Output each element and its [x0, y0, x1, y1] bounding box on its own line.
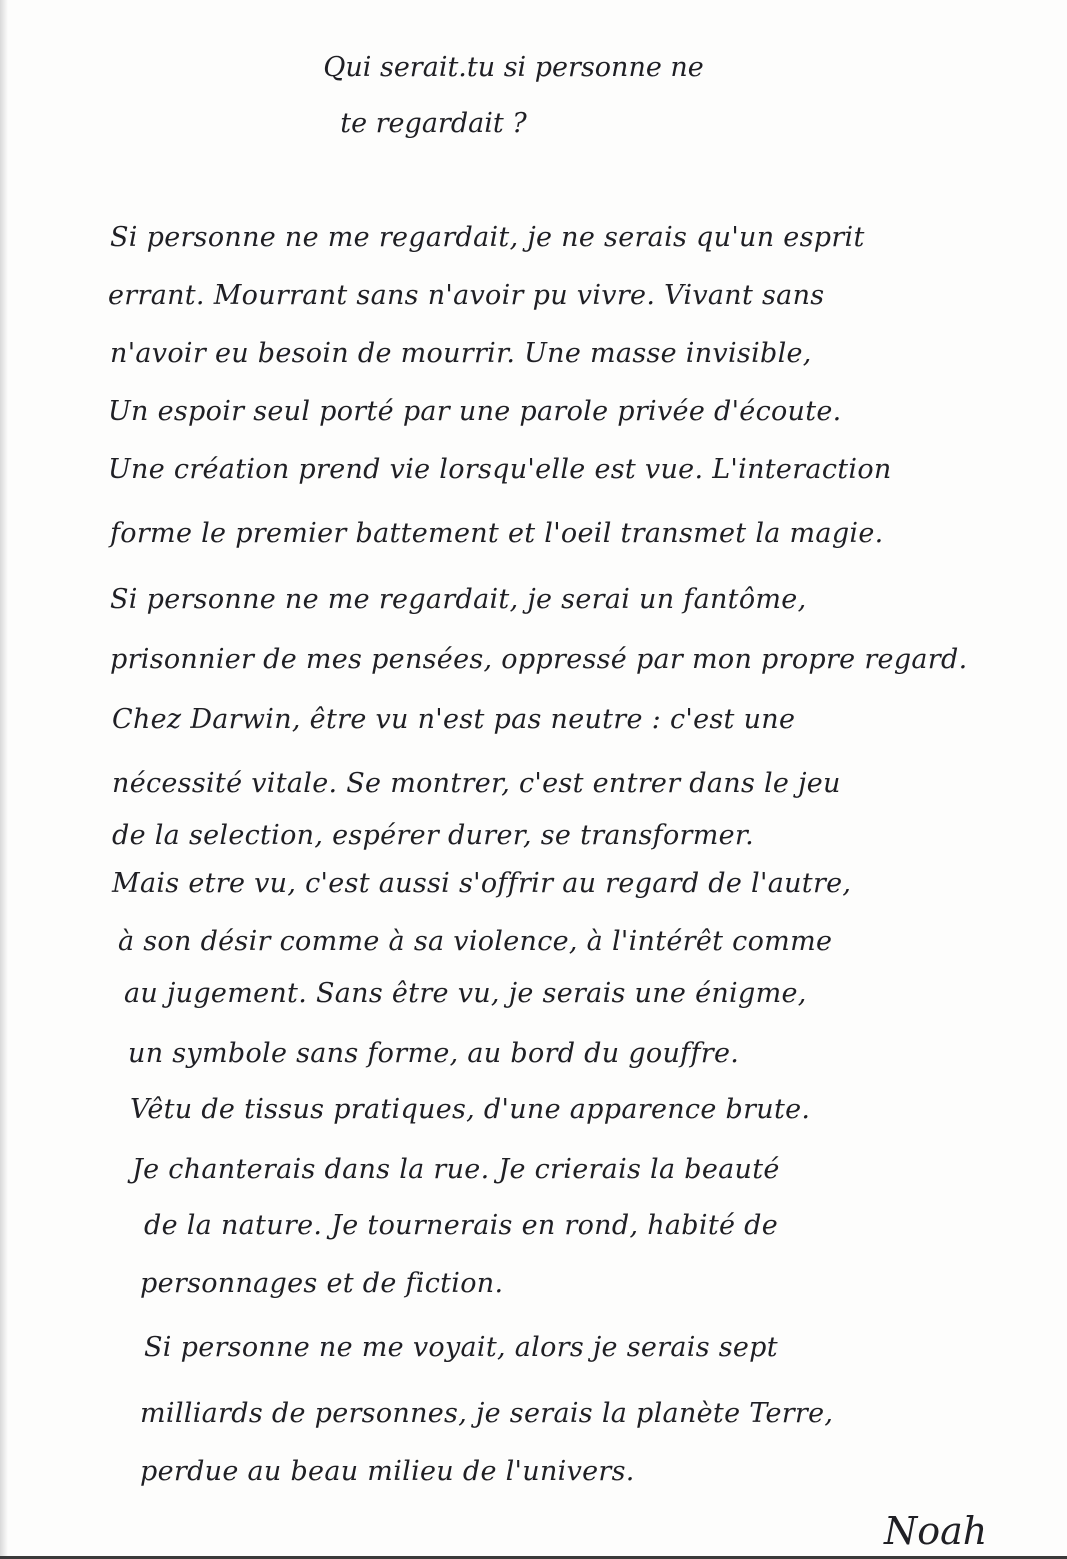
body-line-21: milliards de personnes, je serais la planète Terre,: [140, 1398, 834, 1429]
title-line-1: Qui serait.tu si personne ne: [323, 52, 704, 83]
body-line-18: de la nature. Je tournerais en rond, habité de: [144, 1210, 778, 1241]
body-line-12: Mais etre vu, c'est aussi s'offrir au regard de l'autre,: [112, 868, 852, 899]
body-line-16: Vêtu de tissus pratiques, d'une apparence brute.: [130, 1094, 811, 1125]
body-line-15: un symbole sans forme, au bord du gouffre.: [128, 1038, 740, 1069]
body-line-7: Si personne ne me regardait, je serai un fantôme,: [110, 584, 807, 615]
body-line-9: Chez Darwin, être vu n'est pas neutre : c'est une: [112, 704, 796, 735]
body-line-10: nécessité vitale. Se montrer, c'est entrer dans le jeu: [112, 768, 841, 799]
body-line-3: n'avoir eu besoin de mourrir. Une masse invisible,: [110, 338, 812, 369]
body-line-6: forme le premier battement et l'oeil transmet la magie.: [110, 518, 884, 549]
body-line-11: de la selection, espérer durer, se transformer.: [112, 820, 755, 851]
body-line-20: Si personne ne me voyait, alors je serais sept: [144, 1332, 778, 1363]
title-line-2: te regardait ?: [340, 108, 527, 139]
signature: Noah: [884, 1509, 988, 1553]
body-line-22: perdue au beau milieu de l'univers.: [140, 1456, 635, 1487]
body-line-2: errant. Mourrant sans n'avoir pu vivre. Vivant sans: [108, 280, 825, 311]
body-line-1: Si personne ne me regardait, je ne serais qu'un esprit: [110, 222, 865, 253]
body-line-17: Je chanterais dans la rue. Je crierais la beauté: [132, 1154, 780, 1185]
body-line-13: à son désir comme à sa violence, à l'intérêt comme: [118, 926, 833, 957]
body-line-19: personnages et de fiction.: [140, 1268, 504, 1299]
body-line-14: au jugement. Sans être vu, je serais une énigme,: [124, 978, 807, 1009]
body-line-4: Un espoir seul porté par une parole privée d'écoute.: [108, 396, 842, 427]
body-line-8: prisonnier de mes pensées, oppressé par mon propre regard.: [110, 644, 968, 675]
body-line-5: Une création prend vie lorsqu'elle est vue. L'interaction: [108, 454, 892, 485]
scan-shadow: [0, 0, 8, 1559]
